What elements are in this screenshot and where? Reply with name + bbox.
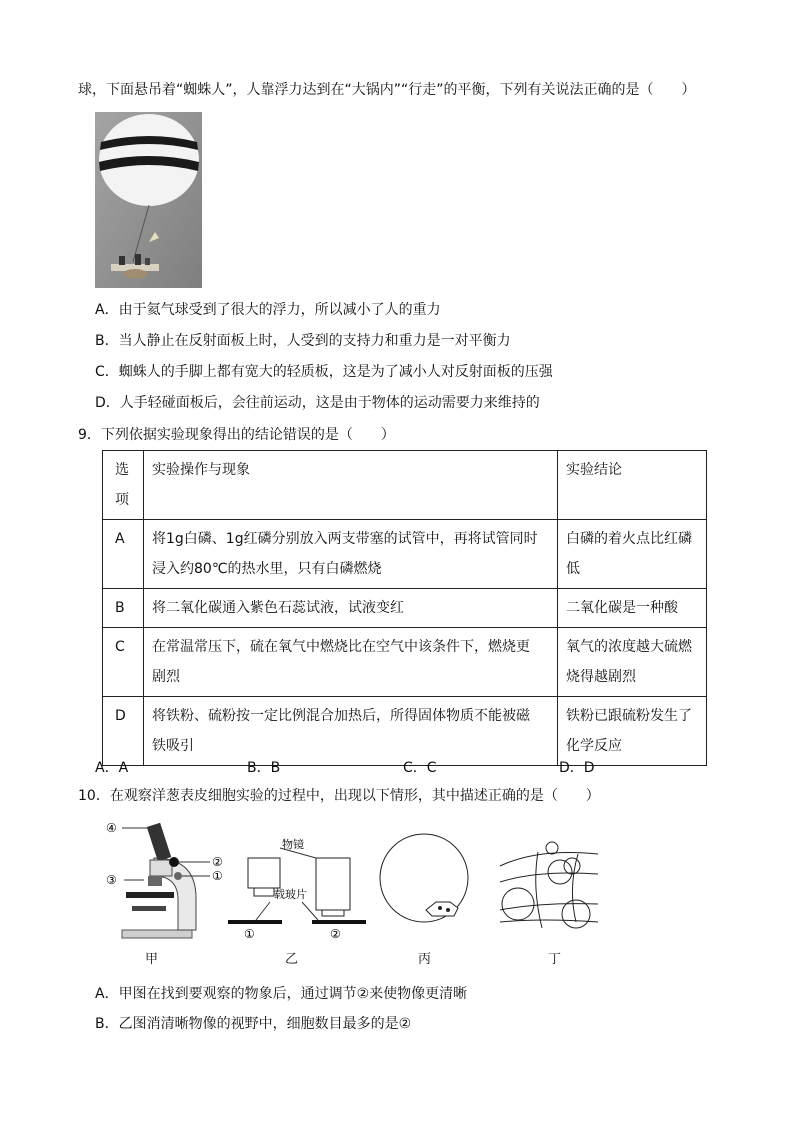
q10-option-a: A．甲图在找到要观察的物象后，通过调节②来使物像更清晰 bbox=[95, 986, 468, 1002]
caption-ding: 丁 bbox=[548, 952, 562, 967]
row-operation: 在常温常压下，硫在氧气中燃烧比在空气中该条件下，燃烧更 剧烈 bbox=[144, 628, 558, 697]
q9-stem: 9．下列依据实验现象得出的结论错误的是（ ） bbox=[78, 427, 395, 443]
row-operation: 将铁粉、硫粉按一定比例混合加热后，所得固体物质不能被磁 铁吸引 bbox=[144, 697, 558, 766]
q8-option-a: A．由于氦气球受到了很大的浮力，所以减小了人的重力 bbox=[95, 302, 441, 318]
q8-stem: 球，下面悬吊着“蜘蛛人”，人靠浮力达到在“大锅内”“行走”的平衡，下列有关说法正确的是（ ） bbox=[78, 82, 696, 98]
q8-option-b: B．当人静止在反射面板上时，人受到的支持力和重力是一对平衡力 bbox=[95, 333, 511, 349]
header-conclusion: 实验结论 bbox=[558, 451, 707, 520]
row-option: A bbox=[103, 520, 144, 589]
label-1: ① bbox=[212, 869, 223, 883]
q10-stem: 10．在观察洋葱表皮细胞实验的过程中，出现以下情形，其中描述正确的是（ ） bbox=[78, 788, 600, 804]
row-option: C bbox=[103, 628, 144, 697]
row-conclusion: 二氧化碳是一种酸 bbox=[558, 589, 707, 628]
q8-option-c: C．蜘蛛人的手脚上都有宽大的轻质板，这是为了减小人对反射面板的压强 bbox=[95, 364, 553, 380]
row-operation: 将二氧化碳通入紫色石蕊试液，试液变红 bbox=[144, 589, 558, 628]
balloon-photo bbox=[95, 112, 202, 288]
q9-answer-a: A．A bbox=[95, 760, 129, 776]
table-header-row bbox=[103, 451, 707, 520]
q9-answer-d: D．D bbox=[559, 760, 595, 776]
row-option: B bbox=[103, 589, 144, 628]
objective-label: 物镜 bbox=[282, 838, 304, 851]
caption-jia: 甲 bbox=[145, 952, 159, 967]
mark-2: ② bbox=[330, 927, 341, 941]
table-row bbox=[103, 628, 707, 697]
cells-figure bbox=[498, 818, 602, 942]
row-conclusion: 白磷的着火点比红磷 低 bbox=[558, 520, 707, 589]
table-row bbox=[103, 697, 707, 766]
view-field-figure bbox=[378, 818, 474, 942]
caption-bing: 丙 bbox=[418, 952, 432, 967]
row-operation: 将1g白磷、1g红磷分别放入两支带塞的试管中，再将试管同时 浸入约80℃的热水里，只有白磷燃烧 bbox=[144, 520, 558, 589]
slide-label: 载玻片 bbox=[274, 888, 307, 901]
table-row bbox=[103, 589, 707, 628]
q8-option-d: D．人手轻碰面板后，会往前运动，这是由于物体的运动需要力来维持的 bbox=[95, 395, 540, 411]
q10-option-b: B．乙图消清晰物像的视野中，细胞数目最多的是② bbox=[95, 1016, 412, 1032]
microscope-figure bbox=[104, 818, 234, 942]
experiment-table bbox=[102, 450, 707, 766]
row-conclusion: 氧气的浓度越大硫燃 烧得越剧烈 bbox=[558, 628, 707, 697]
row-conclusion: 铁粉已跟硫粉发生了 化学反应 bbox=[558, 697, 707, 766]
mark-1: ① bbox=[244, 927, 255, 941]
q9-answer-c: C．C bbox=[403, 760, 437, 776]
q9-answer-b: B．B bbox=[247, 760, 281, 776]
table-row bbox=[103, 520, 707, 589]
caption-yi: 乙 bbox=[285, 952, 299, 967]
header-operation: 实验操作与现象 bbox=[144, 451, 558, 520]
objective-figure bbox=[226, 818, 376, 942]
header-option: 选 项 bbox=[103, 451, 144, 520]
label-3: ③ bbox=[106, 873, 117, 887]
row-option: D bbox=[103, 697, 144, 766]
label-4: ④ bbox=[106, 821, 117, 835]
label-2: ② bbox=[212, 855, 223, 869]
